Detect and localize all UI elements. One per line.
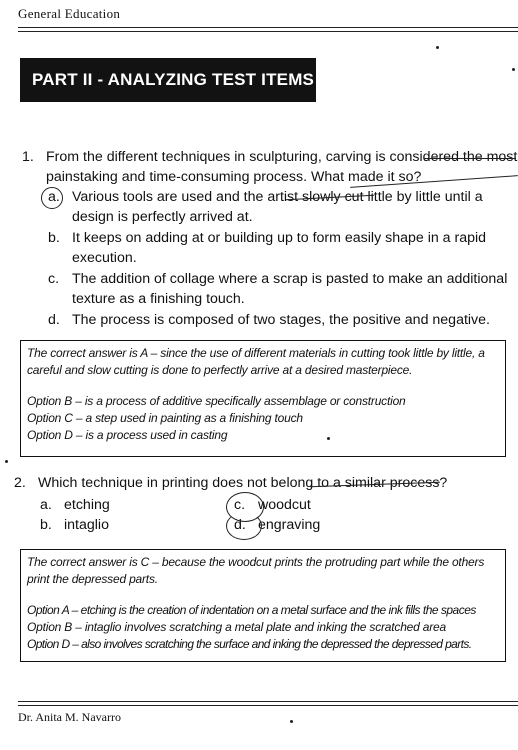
question-stem: Which technique in printing does not belong to a similar process? bbox=[38, 475, 448, 491]
option-label: d. bbox=[234, 517, 246, 533]
scan-speck bbox=[512, 68, 515, 71]
footer-author: Dr. Anita M. Navarro bbox=[18, 710, 121, 724]
option-text: etching bbox=[64, 497, 110, 513]
explanation-note: Option D – also involves scratching the surface and inking the depressed the depressed parts. bbox=[27, 637, 472, 651]
option-text: Various tools are used and the artist slowly cut little by little until a design is perfectly arrived at. bbox=[72, 189, 483, 225]
explanation-box bbox=[20, 340, 506, 457]
option-label: a. bbox=[40, 497, 52, 513]
explanation-answer: The correct answer is C – because the woodcut prints the protruding part while the others print the depressed parts. bbox=[27, 555, 485, 586]
option-label: d. bbox=[48, 312, 60, 328]
section-title: PART II - ANALYZING TEST ITEMS bbox=[32, 70, 315, 89]
explanation-note: Option A – etching is the creation of indentation on a metal surface and the ink fills the spaces bbox=[27, 603, 476, 617]
explanation-note: Option B – intaglio involves scratching a metal plate and inking the scratched area bbox=[27, 620, 446, 634]
option-text: It keeps on adding at or building up to form easily shape in a rapid execution. bbox=[72, 230, 487, 266]
footer-rule-second bbox=[18, 705, 518, 706]
header-rule bbox=[18, 27, 518, 28]
option-label: b. bbox=[48, 230, 60, 246]
option-text: engraving bbox=[258, 517, 321, 533]
option-text: intaglio bbox=[64, 517, 109, 533]
pen-curve-mark bbox=[226, 512, 262, 540]
option-text: The process is composed of two stages, the positive and negative. bbox=[72, 312, 490, 328]
option-label: a. bbox=[48, 189, 60, 205]
question-number: 1. bbox=[22, 149, 34, 165]
header-rule-second bbox=[18, 31, 518, 32]
option-text: The addition of collage where a scrap is pasted to make an additional texture as a finishing touch. bbox=[72, 271, 508, 307]
scan-speck bbox=[327, 437, 330, 440]
explanation-answer: The correct answer is A – since the use of different materials in cutting took little by little, a careful and slow cutting is done to perfectly arrive at a desired masterpiece. bbox=[27, 346, 485, 377]
scan-speck bbox=[290, 720, 293, 723]
section-banner bbox=[20, 58, 316, 102]
question-number: 2. bbox=[14, 475, 26, 491]
explanation-note: Option D – is a process used in casting bbox=[27, 428, 228, 442]
explanation-note: Option B – is a process of additive specifically assemblage or construction bbox=[27, 394, 406, 408]
option-label: c. bbox=[234, 497, 246, 513]
strike-mark bbox=[424, 158, 516, 159]
scan-speck bbox=[436, 46, 439, 49]
explanation-note: Option C – a step used in painting as a finishing touch bbox=[27, 411, 303, 425]
question-stem: From the different techniques in sculpturing, carving is considered the most painstaking and time-consuming process. What made it so? bbox=[46, 149, 518, 185]
option-label: b. bbox=[40, 517, 52, 533]
option-label: c. bbox=[48, 271, 60, 287]
scan-speck bbox=[5, 460, 8, 463]
option-text: woodcut bbox=[258, 497, 311, 513]
answer-circle-mark bbox=[41, 187, 63, 209]
explanation-box bbox=[20, 549, 506, 662]
footer-rule bbox=[18, 701, 518, 702]
running-header: General Education bbox=[18, 6, 121, 21]
